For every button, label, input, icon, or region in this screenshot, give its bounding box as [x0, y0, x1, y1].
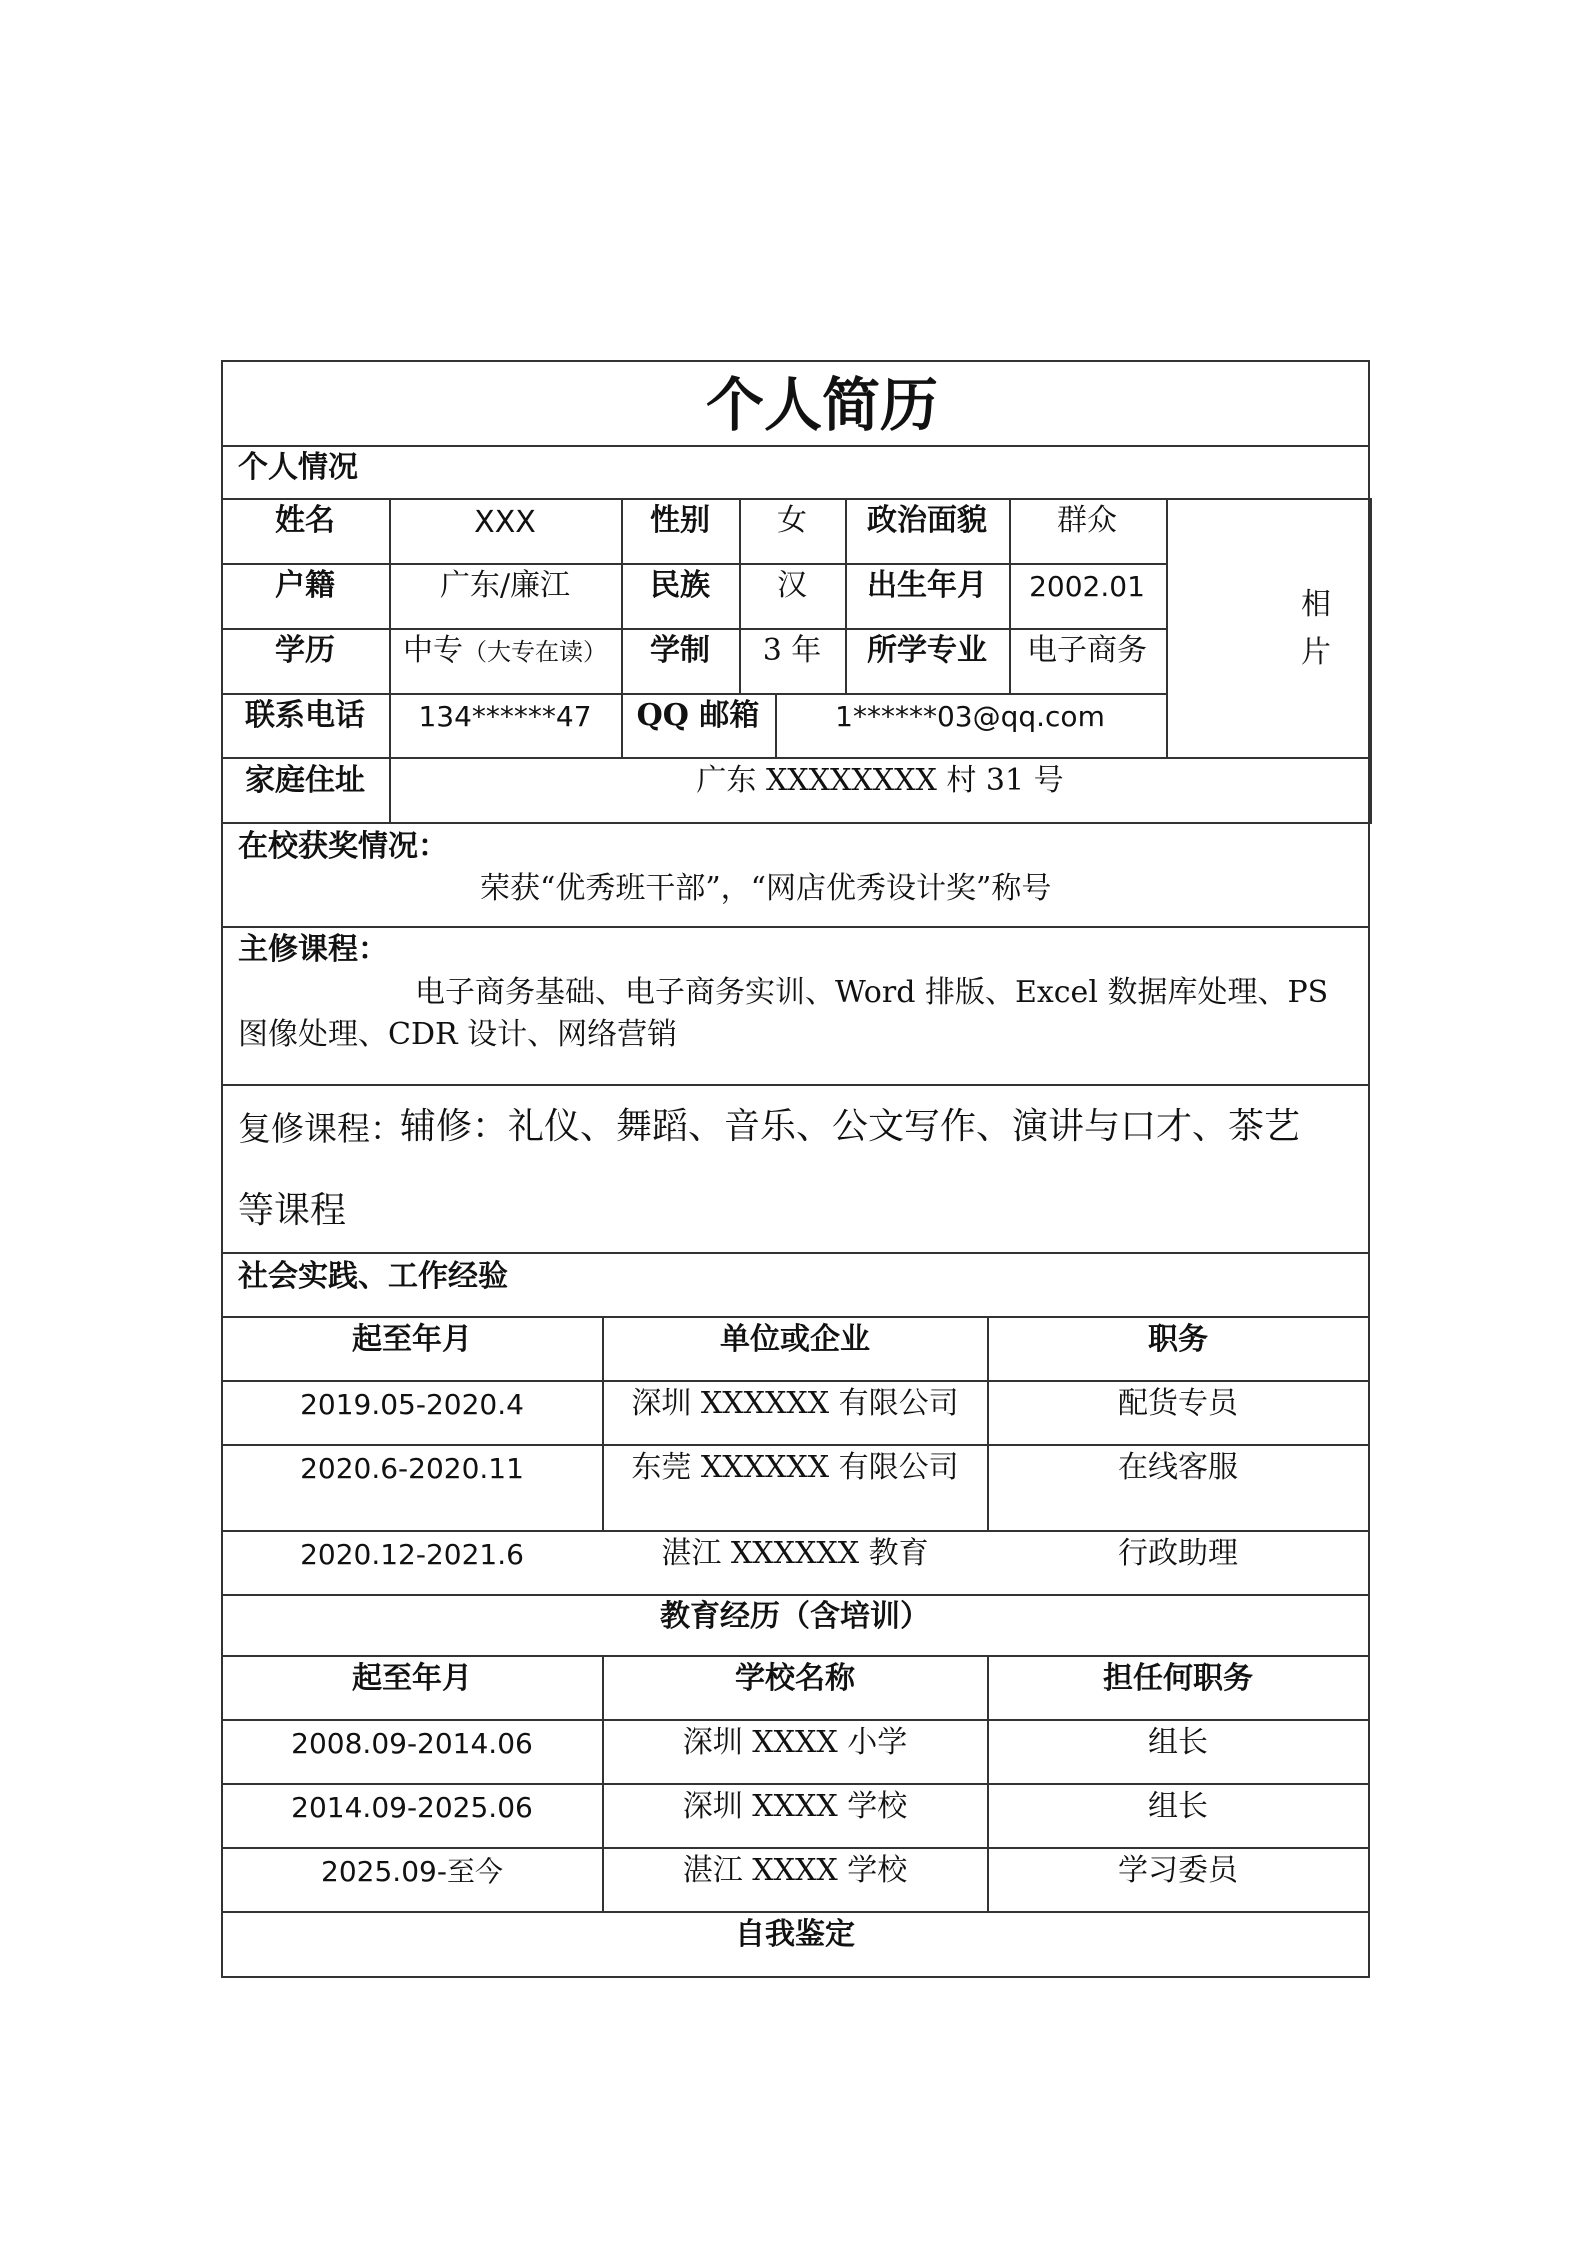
work-position: 行政助理: [1118, 1536, 1238, 1571]
minor-courses-line1: 辅修：礼仪、舞蹈、音乐、公文写作、演讲与口才、茶艺: [400, 1106, 1301, 1147]
edu-school: 深圳 XXXX 学校: [682, 1789, 908, 1824]
phone-label: 联系电话: [245, 698, 365, 733]
hukou-value: 广东/廉江: [439, 568, 571, 603]
gender-label: 性别: [650, 503, 710, 538]
photo-label-2: 片: [1301, 635, 1331, 670]
work-period: 2019.05-2020.4: [300, 1388, 524, 1421]
self-eval-title: 自我鉴定: [735, 1917, 855, 1952]
minor-courses-label: 复修课程：: [238, 1109, 403, 1148]
political-label: 政治面貌: [867, 503, 987, 538]
name-label: 姓名: [275, 503, 335, 538]
major-courses-label: 主修课程：: [238, 932, 388, 967]
edu-period: 2008.09-2014.06: [291, 1727, 533, 1760]
work-company: 东莞 XXXXXX 有限公司: [631, 1450, 959, 1485]
edu-role: 组长: [1148, 1789, 1208, 1824]
work-header-position: 职务: [1148, 1322, 1208, 1357]
education-value: 中专（大专在读）: [403, 633, 607, 668]
education-label: 学历: [275, 633, 335, 668]
work-header-company: 单位或企业: [720, 1322, 870, 1357]
page-title: 个人简历: [705, 371, 939, 439]
address-value: 广东 XXXXXXXX 村 31 号: [696, 763, 1064, 798]
duration-label: 学制: [650, 633, 710, 668]
work-period: 2020.6-2020.11: [300, 1452, 524, 1485]
edu-header-period: 起至年月: [352, 1661, 472, 1696]
duration-value: 3 年: [762, 633, 822, 668]
major-courses-line1: 电子商务基础、电子商务实训、Word 排版、Excel 数据库处理、PS: [415, 975, 1329, 1010]
edu-period: 2014.09-2025.06: [291, 1791, 533, 1824]
qq-value: 1******03@qq.com: [835, 700, 1105, 733]
ethnicity-value: 汉: [777, 568, 807, 603]
work-company: 深圳 XXXXXX 有限公司: [631, 1386, 959, 1421]
phone-value: 134******47: [418, 700, 592, 733]
work-position: 在线客服: [1118, 1450, 1238, 1485]
hukou-label: 户籍: [275, 568, 335, 603]
personal-section-title: 个人情况: [238, 450, 358, 485]
ethnicity-label: 民族: [650, 568, 710, 603]
edu-role: 组长: [1148, 1725, 1208, 1760]
edu-school: 深圳 XXXX 小学: [682, 1725, 908, 1760]
awards-text: 荣获“优秀班干部”，“网店优秀设计奖”称号: [480, 871, 1052, 906]
work-company: 湛江 XXXXXX 教育: [661, 1536, 929, 1571]
major-courses-line2: 图像处理、CDR 设计、网络营销: [238, 1017, 678, 1052]
name-value: XXX: [474, 505, 536, 540]
work-header-period: 起至年月: [352, 1322, 472, 1357]
work-period: 2020.12-2021.6: [300, 1538, 524, 1571]
major-value: 电子商务: [1027, 633, 1147, 668]
work-position: 配货专员: [1118, 1386, 1238, 1421]
edu-period: 2025.09-至今: [321, 1855, 503, 1888]
political-value: 群众: [1057, 503, 1117, 538]
birth-value: 2002.01: [1029, 570, 1145, 603]
edu-school: 湛江 XXXX 学校: [682, 1853, 908, 1888]
birth-label: 出生年月: [867, 568, 987, 603]
awards-label: 在校获奖情况：: [238, 829, 448, 864]
qq-label: QQ 邮箱: [636, 698, 760, 733]
edu-header-school: 学校名称: [735, 1661, 855, 1696]
minor-courses-line2: 等课程: [238, 1190, 347, 1231]
major-label: 所学专业: [867, 633, 987, 668]
photo-label-1: 相: [1301, 587, 1331, 622]
address-label: 家庭住址: [245, 763, 365, 798]
education-section-title: 教育经历（含培训）: [660, 1599, 930, 1634]
gender-value: 女: [777, 503, 807, 538]
edu-role: 学习委员: [1118, 1853, 1238, 1888]
work-section-title: 社会实践、工作经验: [238, 1259, 508, 1294]
edu-header-role: 担任何职务: [1103, 1661, 1253, 1696]
